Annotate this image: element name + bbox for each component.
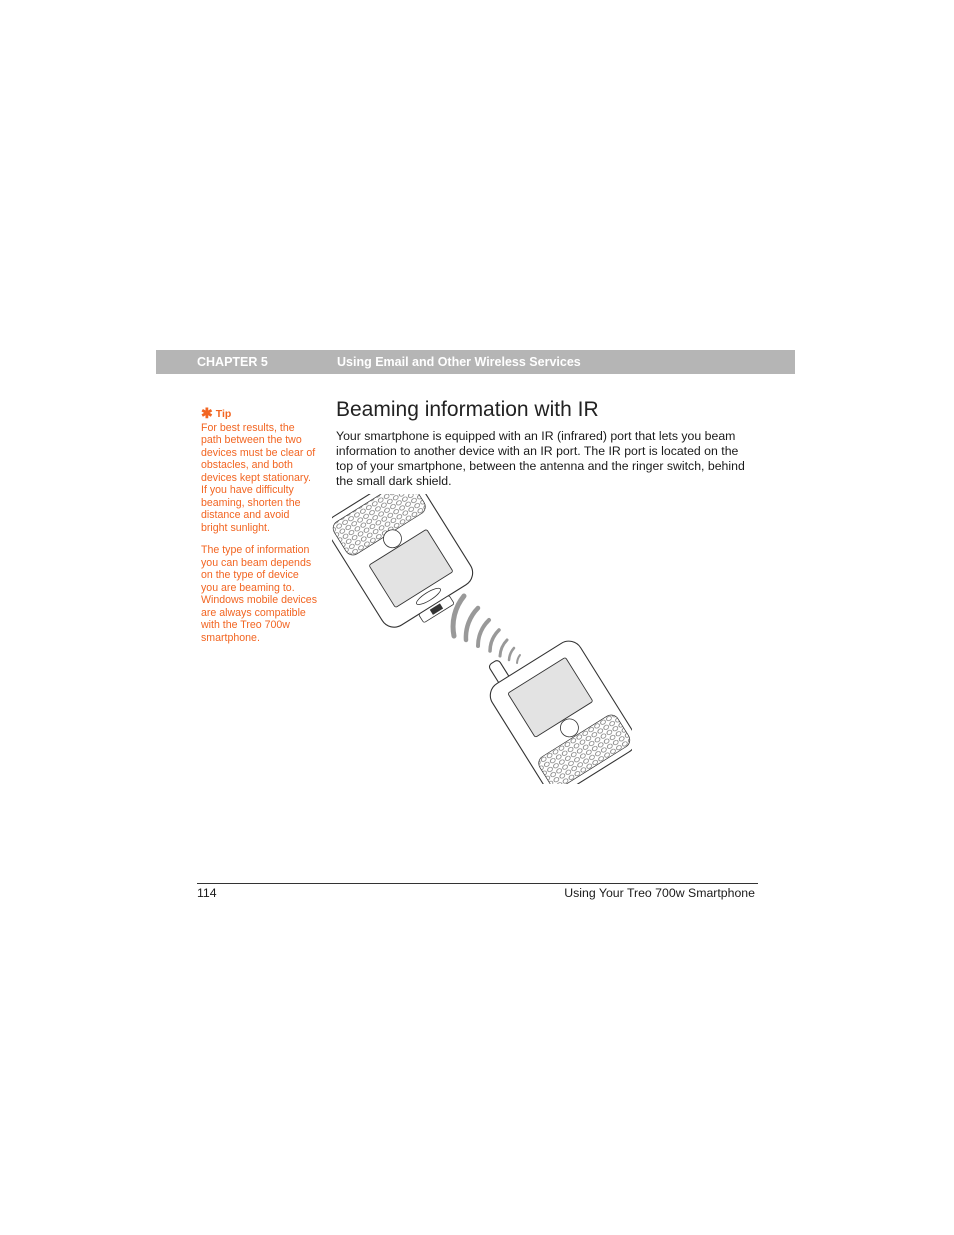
page-number: 114 [197,886,217,900]
sending-phone [332,494,483,641]
book-title: Using Your Treo 700w Smartphone [564,886,755,900]
asterisk-icon: ✱ [201,405,213,421]
tip-heading [201,407,317,421]
tip-sidebar [201,407,317,654]
chapter-label: CHAPTER 5 [197,355,268,369]
receiving-phone [474,619,632,784]
tip-label: Tip [215,408,232,420]
chapter-header-bar [156,350,795,374]
tip-paragraph: For best results, the path between the two devices must be clear of obstacles, and both devices kept stationary. If you have difficulty beaming, shorten the distance and avoid bright sunlight. [201,421,316,534]
tip-paragraph: The type of information you can beam depends on the type of device you are beaming to. Windows mobile devices are always compatible with the Treo 700w smartphone. [201,544,317,644]
section-heading: Beaming information with IR [336,398,599,421]
ir-beaming-illustration [332,494,632,784]
ir-beam-waves [453,596,520,663]
body-paragraph: Your smartphone is equipped with an IR (infrared) port that lets you beam information to another device with an IR port. The IR port is located on the top of your smartphone, between the antenna and the ringer switch, behind the small dark shield. [336,429,745,488]
footer-rule [197,883,758,884]
chapter-title: Using Email and Other Wireless Services [337,355,581,369]
